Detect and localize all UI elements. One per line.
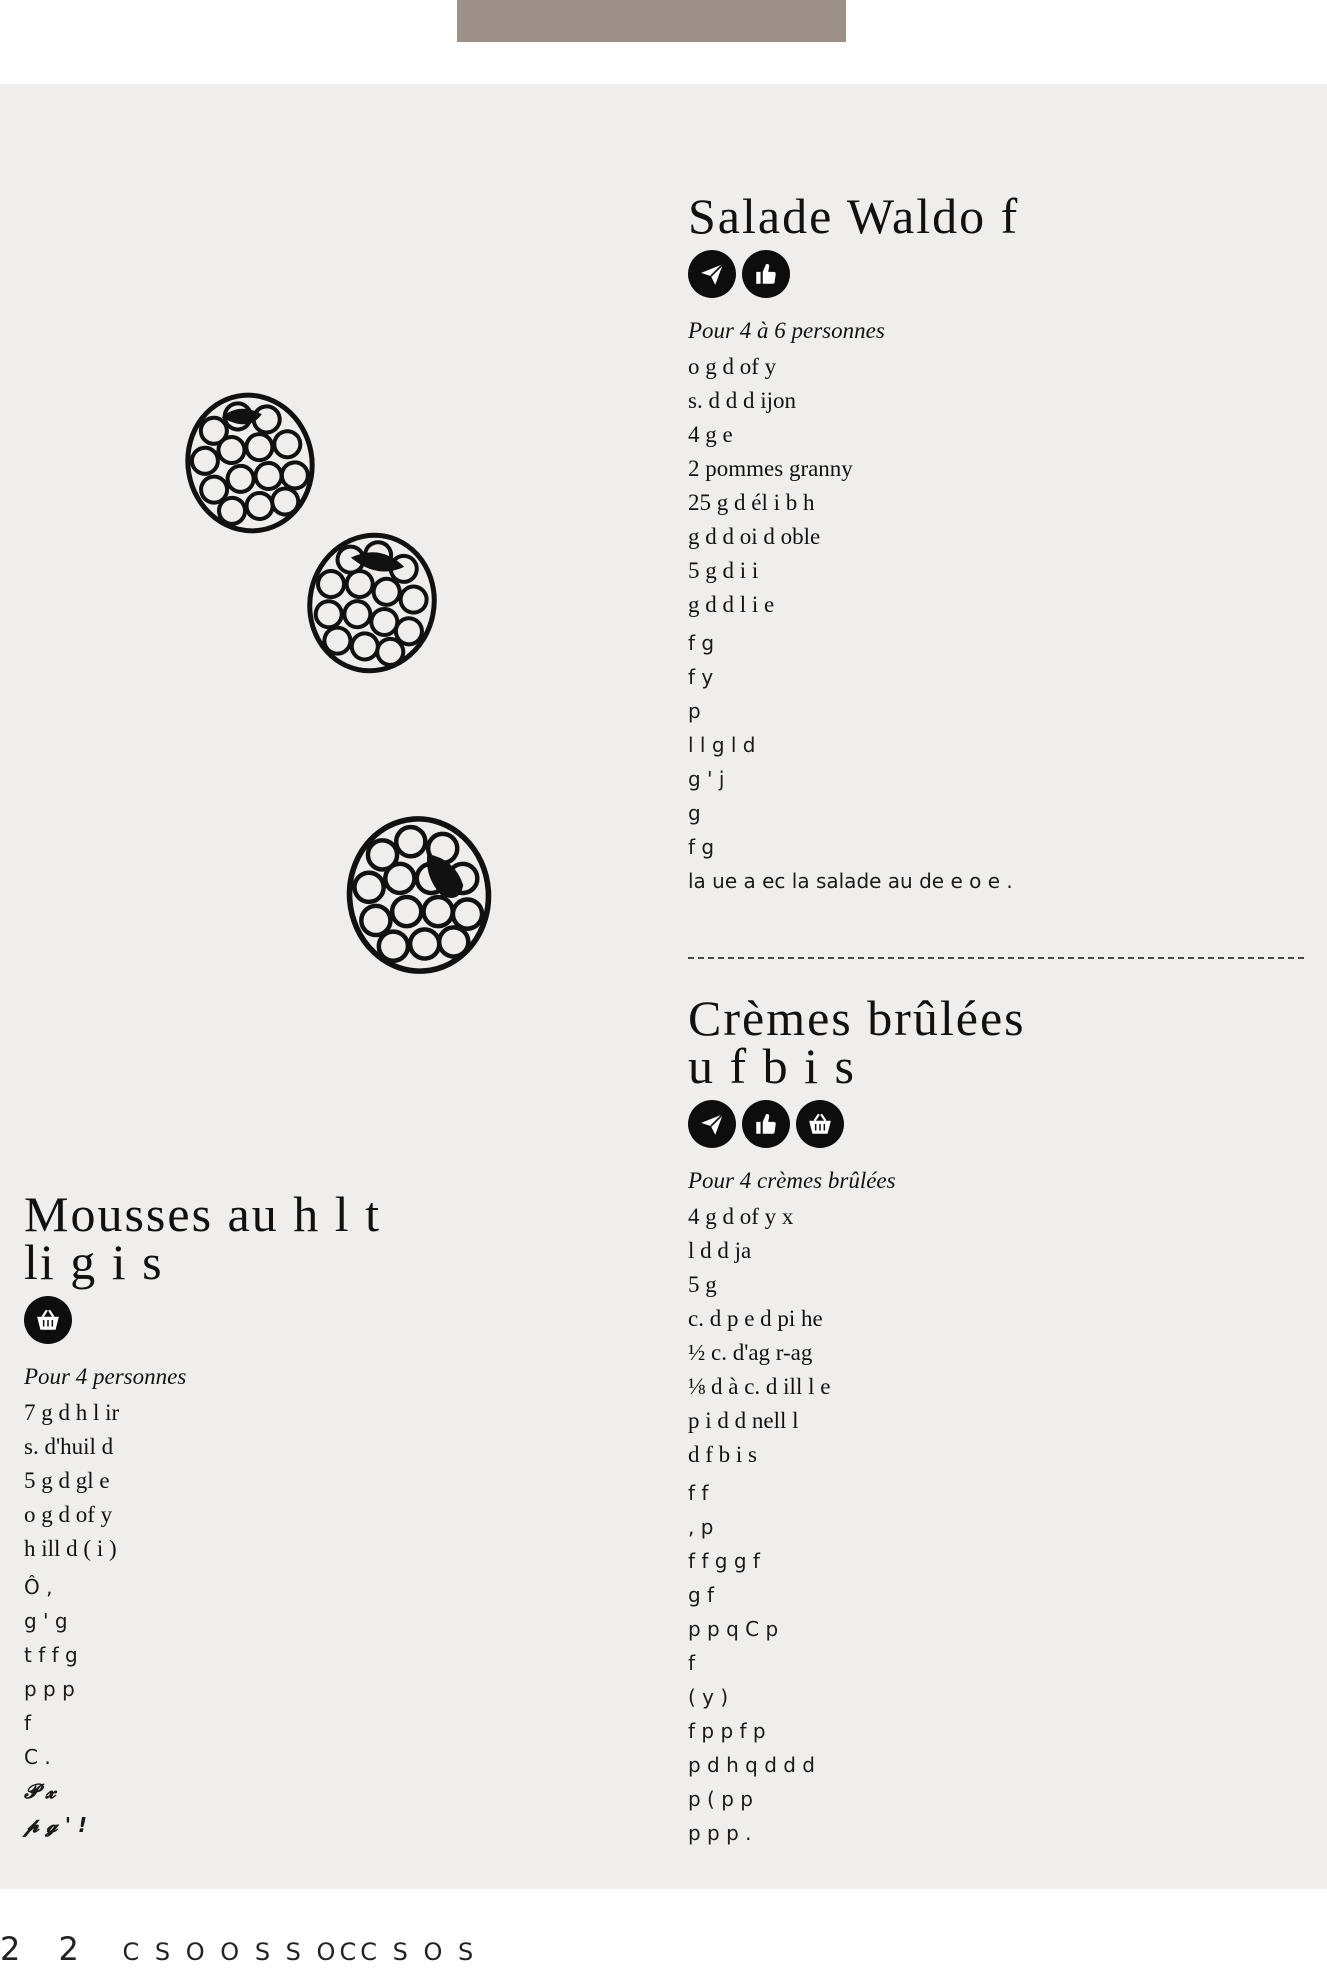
page-number: 2 2 [0, 1930, 93, 1968]
ingredient-item: g d d l i e [688, 592, 775, 617]
ingredient-list [688, 1200, 1308, 1472]
header-color-band [457, 0, 846, 42]
recipe-mousses [24, 1186, 644, 1842]
recipe-title-line1: Crèmes brûlées [688, 990, 1026, 1046]
method-steps [688, 1476, 1308, 1850]
recipe-title-line2: li g i s [24, 1234, 164, 1290]
raspberry-illustration [175, 385, 515, 985]
method-line: g ' j [688, 767, 725, 791]
ingredient-item: l d d ja [688, 1238, 752, 1263]
method-line: f [688, 1651, 696, 1675]
ingredient-item: 4 g d of y x [688, 1204, 794, 1229]
ingredient-item: d f b i s [688, 1442, 757, 1467]
page-footer [0, 1930, 477, 1968]
recipe-title [688, 990, 1308, 1094]
method-line: Ô , [24, 1575, 53, 1599]
method-line: p ( p p [688, 1787, 753, 1811]
method-line: p p p . [688, 1821, 752, 1845]
method-line: p d h q d d d [688, 1753, 815, 1777]
method-steps [24, 1570, 644, 1842]
method-line: f f g g f [688, 1549, 760, 1573]
paper-plane-icon[interactable] [688, 1100, 736, 1148]
method-line: f y [688, 665, 714, 689]
method-line: f g [688, 835, 715, 859]
ingredient-item: 7 g d h l ir [24, 1400, 120, 1425]
ingredient-item: s. d'huil d [24, 1434, 114, 1459]
ingredient-item: 25 g d él i b h [688, 490, 815, 515]
method-line: f g [688, 631, 715, 655]
recipe-serves: Pour 4 crèmes brûlées [688, 1168, 896, 1193]
ingredient-item: ½ c. d'ag r-ag [688, 1340, 813, 1365]
ingredient-item: s. d d d ijon [688, 388, 796, 413]
method-line: p [688, 699, 701, 723]
method-line: la ue a ec la salade au de e o e . [688, 869, 1013, 893]
raspberry-2 [297, 524, 447, 683]
method-line: g [688, 801, 701, 825]
basket-icon[interactable] [796, 1100, 844, 1148]
raspberry-3 [344, 814, 493, 976]
ingredient-item: o g d of y [688, 354, 777, 379]
recipe-icons [688, 1100, 1308, 1148]
recipe-serves: Pour 4 à 6 personnes [688, 318, 885, 343]
ingredient-list [24, 1396, 644, 1566]
method-line: f f [688, 1481, 709, 1505]
ingredient-item: p i d d nell l [688, 1408, 799, 1433]
basket-icon[interactable] [24, 1296, 72, 1344]
paper-plane-icon[interactable] [688, 250, 736, 298]
ingredient-list [688, 350, 1308, 622]
ingredient-item: 5 g [688, 1272, 717, 1297]
ingredient-item: h ill d ( i ) [24, 1536, 117, 1561]
ingredient-item: ⅛ d à c. d ill l e [688, 1374, 831, 1399]
method-line: p p q C p [688, 1617, 779, 1641]
ingredient-item: 4 g e [688, 422, 733, 447]
recipe-salade [688, 188, 1308, 898]
ingredient-item: o g d of y [24, 1502, 113, 1527]
method-line: g ' g [24, 1609, 68, 1633]
recipe-title [24, 1186, 644, 1290]
ingredient-item: 2 pommes granny [688, 456, 853, 481]
method-line: C . [24, 1745, 51, 1769]
method-line: l l g l d [688, 733, 756, 757]
method-line: t f f g [24, 1643, 78, 1667]
raspberry-1 [177, 385, 323, 540]
recipe-title-line2: u f b i s [688, 1038, 856, 1094]
method-steps [688, 626, 1308, 898]
recipe-title: Salade Waldo f [688, 188, 1020, 244]
method-line: , p [688, 1515, 714, 1539]
recipe-serves: Pour 4 personnes [24, 1364, 187, 1389]
recipe-icons [688, 250, 1308, 298]
ingredient-item: 5 g d gl e [24, 1468, 110, 1493]
method-line: 𝓹 𝓰 ' ! [24, 1813, 88, 1837]
thumbs-up-icon[interactable] [742, 1100, 790, 1148]
method-line: p p p [24, 1677, 75, 1701]
section-divider [688, 957, 1304, 959]
method-line: 𝓟 𝔁 [24, 1779, 56, 1803]
running-footer-text: C S O O S S OCC S O S [122, 1938, 478, 1966]
method-line: ( y ) [688, 1685, 729, 1709]
method-line: f p p f p [688, 1719, 766, 1743]
recipe-cremes [688, 990, 1308, 1850]
method-line: g f [688, 1583, 715, 1607]
thumbs-up-icon[interactable] [742, 250, 790, 298]
ingredient-item: 5 g d i i [688, 558, 759, 583]
ingredient-item: c. d p e d pi he [688, 1306, 823, 1331]
ingredient-item: g d d oi d oble [688, 524, 821, 549]
recipe-title-line1: Mousses au h l t [24, 1186, 381, 1242]
recipe-icons [24, 1296, 644, 1344]
method-line: f [24, 1711, 32, 1735]
